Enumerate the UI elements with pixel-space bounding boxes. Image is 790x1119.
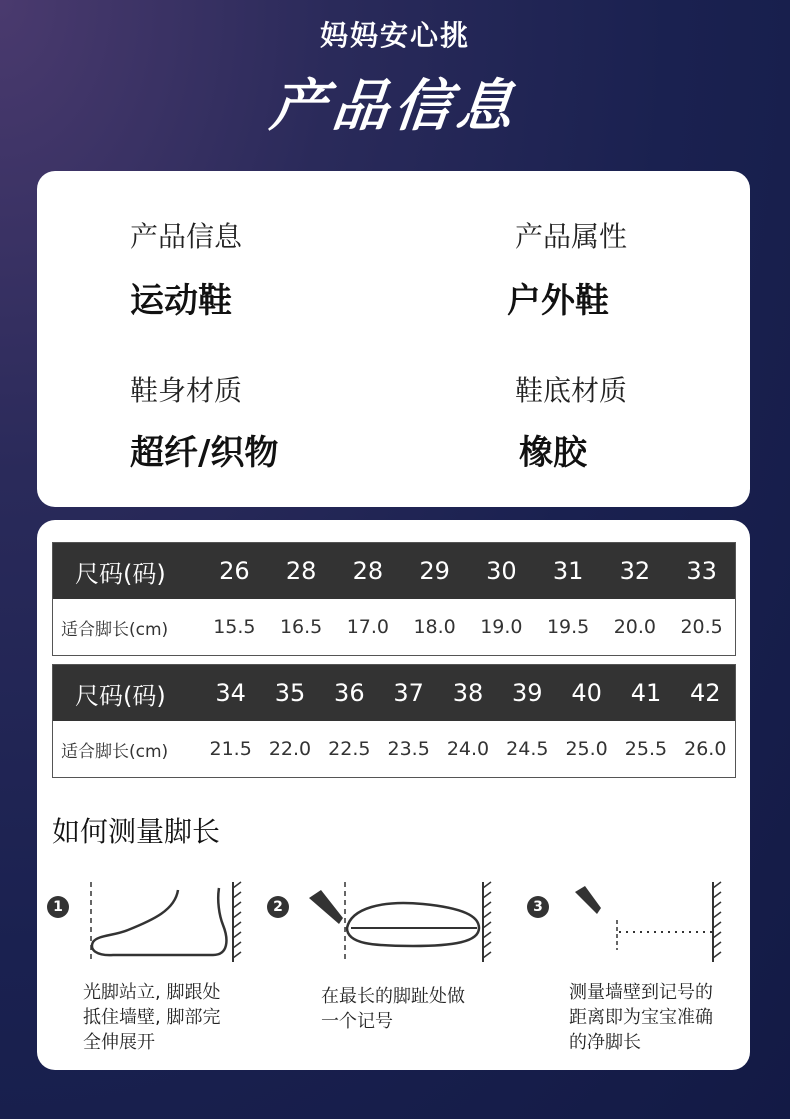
info-value-upper: 超纤/织物: [130, 433, 279, 473]
step-description: 在最长的脚趾处做 一个记号: [321, 986, 465, 1032]
size-cell: 33: [686, 557, 717, 585]
length-cell: 15.5: [213, 616, 256, 638]
length-row: [53, 599, 735, 655]
size-header-label: 尺码(码): [75, 559, 166, 588]
info-label-product: 产品信息: [130, 220, 243, 253]
size-cell: 26: [219, 557, 250, 585]
size-cell: 35: [274, 679, 306, 707]
header-eyebrow: 妈妈安心挑: [319, 19, 470, 52]
length-cell: 16.5: [279, 616, 323, 638]
size-cell: 28: [285, 557, 317, 585]
info-label-attribute: 产品属性: [515, 220, 628, 253]
howto-step-3: [527, 880, 757, 1060]
length-cell: 17.0: [346, 616, 390, 638]
length-cell: 19.0: [480, 616, 523, 638]
howto-step-1: [47, 880, 277, 1060]
length-header-label: 适合脚长(cm): [61, 741, 169, 762]
info-value-sole: 橡胶: [519, 433, 587, 473]
size-cell: 30: [486, 557, 517, 585]
size-row: [53, 543, 735, 599]
info-value-attribute: 户外鞋: [507, 281, 609, 321]
length-header-label: 适合脚长(cm): [61, 619, 169, 640]
length-cell: 23.5: [387, 738, 430, 760]
info-value-product: 运动鞋: [130, 281, 232, 321]
ruler-icon: [563, 880, 723, 965]
foot-mark-icon: [303, 880, 493, 965]
size-cell: 39: [512, 679, 543, 707]
step-description: 测量墙壁到记号的 距离即为宝宝准确 的净脚长: [569, 982, 713, 1053]
length-cell: 25.5: [624, 738, 668, 760]
size-cell: 32: [619, 557, 651, 585]
length-cell: 26.0: [684, 738, 727, 760]
length-row: [53, 721, 735, 777]
howto-step-2: [267, 880, 497, 1060]
size-cell: 38: [452, 679, 484, 707]
step-number: 1: [47, 896, 69, 918]
step-number: 2: [267, 896, 289, 918]
length-cell: 20.5: [680, 616, 723, 638]
info-label-sole: 鞋底材质: [515, 374, 628, 407]
size-cell: 37: [393, 679, 424, 707]
size-table-2: [52, 664, 736, 778]
size-table-1: [52, 542, 736, 656]
step-description: 光脚站立, 脚跟处 抵住墙壁, 脚部完 全伸展开: [83, 982, 221, 1053]
step-number: 3: [527, 896, 549, 918]
length-cell: 19.5: [546, 616, 590, 638]
size-chart-card: [37, 520, 750, 1070]
size-cell: 34: [215, 679, 246, 707]
length-cell: 20.0: [613, 616, 657, 638]
size-cell: 42: [690, 679, 721, 707]
length-cell: 18.0: [413, 616, 456, 638]
length-cell: 22.5: [328, 738, 371, 760]
size-cell: 41: [630, 679, 662, 707]
length-cell: 24.5: [506, 738, 549, 760]
info-label-upper: 鞋身材质: [130, 374, 243, 407]
size-cell: 40: [571, 679, 602, 707]
length-cell: 21.5: [209, 738, 252, 760]
product-info-card: [37, 171, 750, 507]
length-cell: 25.0: [565, 738, 608, 760]
length-cell: 24.0: [446, 738, 490, 760]
howto-title: 如何测量脚长: [52, 815, 221, 848]
size-row: [53, 665, 735, 721]
size-cell: 29: [419, 557, 450, 585]
size-cell: 36: [334, 679, 365, 707]
size-cell: 28: [352, 557, 384, 585]
length-cell: 22.0: [268, 738, 312, 760]
size-header-label: 尺码(码): [75, 681, 166, 710]
size-cell: 31: [552, 557, 584, 585]
foot-side-icon: [83, 880, 243, 965]
page-title: 产品信息: [267, 74, 522, 139]
